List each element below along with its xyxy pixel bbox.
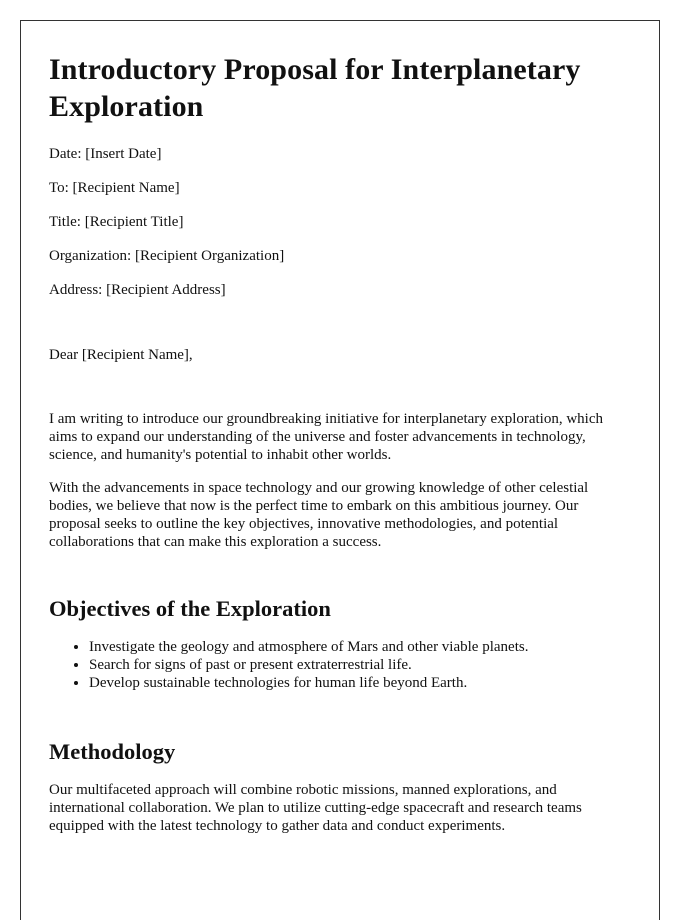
list-item: • Search for signs of past or present extraterrestrial life.: [89, 656, 631, 674]
objectives-list: [49, 638, 631, 692]
page-title: Introductory Proposal for Interplanetary Exploration: [49, 53, 581, 123]
organization-line: Organization: [Recipient Organization]: [49, 248, 285, 264]
methodology-paragraph: Our multifaceted approach will combine robotic missions, manned explorations, and international collaboration. We plan to utilize cutting-edge spacecraft and research teams equipped with the latest technology to gather data and conduct experiments.: [49, 782, 582, 834]
methodology-heading: Methodology: [49, 739, 176, 764]
address-line: Address: [Recipient Address]: [49, 282, 226, 298]
list-item: • Investigate the geology and atmosphere of Mars and other viable planets.: [89, 638, 631, 656]
list-item: • Develop sustainable technologies for human life beyond Earth.: [89, 674, 631, 692]
salutation: Dear [Recipient Name],: [49, 347, 193, 363]
context-paragraph: With the advancements in space technology and our growing knowledge of other celestial bodies, we believe that now is the perfect time to embark on this ambitious journey. Our proposal seeks to outline the key objectives, innovative methodologies, and potential collaborations that can make this exploration a success.: [49, 480, 589, 550]
recipient-name-line: To: [Recipient Name]: [49, 180, 180, 196]
recipient-title-line: Title: [Recipient Title]: [49, 214, 184, 230]
recipient-block: [49, 145, 631, 299]
objectives-heading: Objectives of the Exploration: [49, 596, 331, 621]
intro-paragraph: I am writing to introduce our groundbreaking initiative for interplanetary exploration, which aims to expand our understanding of the universe and foster advancements in technology, science, and humanity's potential to inhabit other worlds.: [49, 411, 604, 463]
date-line: Date: [Insert Date]: [49, 146, 162, 162]
letter-page: [20, 20, 660, 920]
